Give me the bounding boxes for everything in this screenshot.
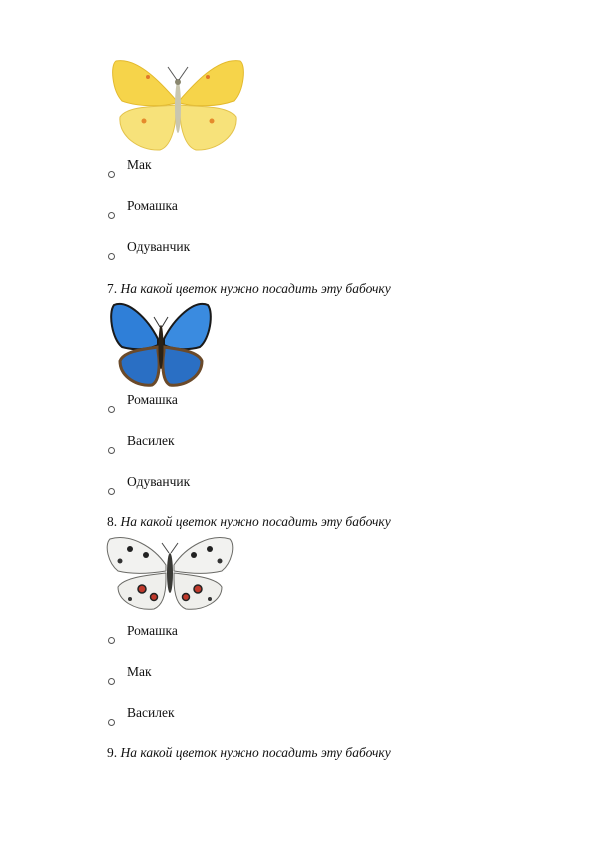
- q8-option-radio-1[interactable]: [108, 637, 115, 644]
- blue-butterfly-image: [108, 299, 214, 389]
- question-7: [107, 282, 391, 296]
- q6-option-label-1: Мак: [127, 157, 152, 172]
- q8-option-radio-2[interactable]: [108, 678, 115, 685]
- question-9-text: На какой цветок нужно посадить эту бабочку: [120, 745, 391, 760]
- q8-option-label-3: Василек: [127, 705, 175, 720]
- q6-option-label-2: Ромашка: [127, 198, 178, 213]
- q6-option-radio-3[interactable]: [108, 253, 115, 260]
- q6-option-radio-2[interactable]: [108, 212, 115, 219]
- q6-option-label-3: Одуванчик: [127, 239, 191, 254]
- yellow-butterfly-image: [108, 55, 248, 157]
- question-8-number: 8.: [107, 514, 118, 529]
- question-9-number: 9.: [107, 745, 118, 760]
- q6-option-radio-1[interactable]: [108, 171, 115, 178]
- q7-option-radio-2[interactable]: [108, 447, 115, 454]
- q7-option-label-2: Василек: [127, 433, 175, 448]
- question-8-text: На какой цветок нужно посадить эту бабочку: [120, 514, 391, 529]
- q7-option-label-3: Одуванчик: [127, 474, 191, 489]
- q8-option-radio-3[interactable]: [108, 719, 115, 726]
- q7-option-label-1: Ромашка: [127, 392, 178, 407]
- question-9: [107, 746, 391, 760]
- question-8: [107, 515, 391, 529]
- question-7-text: На какой цветок нужно посадить эту бабочку: [120, 281, 391, 296]
- q7-option-radio-3[interactable]: [108, 488, 115, 495]
- apollo-butterfly-image: [100, 531, 240, 615]
- q8-option-label-2: Мак: [127, 664, 152, 679]
- question-7-number: 7.: [107, 281, 118, 296]
- q7-option-radio-1[interactable]: [108, 406, 115, 413]
- q8-option-label-1: Ромашка: [127, 623, 178, 638]
